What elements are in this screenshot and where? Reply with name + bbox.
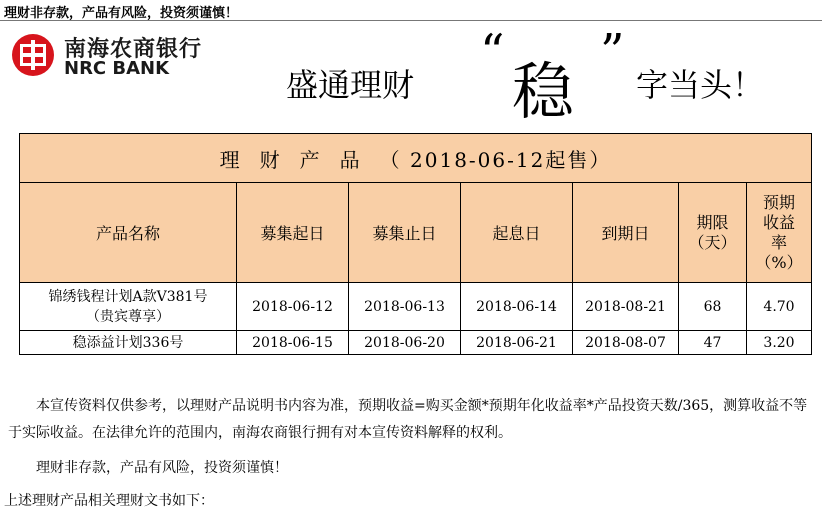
slogan-quote-open: “ xyxy=(480,24,505,80)
bank-logo xyxy=(10,30,250,82)
maturity-date: 2018-08-07 xyxy=(573,331,679,355)
value-date: 2018-06-14 xyxy=(461,283,573,331)
col-header-yield xyxy=(747,183,812,283)
disclaimer-paragraph: 本宣传资料仅供参考，以理财产品说明书内容为准，预期收益=购买金额*预期年化收益率*产品投资天数/365，测算收益不等于实际收益。在法律允许的范围内，南海农商银行拥有对本宣传资料解释的权利。 xyxy=(8,398,808,441)
bank-logo-icon xyxy=(10,32,56,78)
bank-name-en: NRC BANK xyxy=(64,58,170,79)
table-row xyxy=(20,331,812,355)
product-name-note: （贵宾尊享） xyxy=(86,308,170,325)
col-header-maturity: 到期日 xyxy=(573,183,679,283)
product-name-cell xyxy=(20,283,237,331)
product-name: 锦绣钱程计划A款V381号 xyxy=(48,288,208,305)
bank-name-cn: 南海农商银行 xyxy=(64,37,203,62)
top-risk-warning: 理财非存款，产品有风险，投资须谨慎！ xyxy=(4,6,239,21)
slogan-prefix: 盛通理财 xyxy=(286,66,415,104)
table-title xyxy=(20,134,812,183)
slogan-quote-close: ” xyxy=(600,24,625,80)
table-title-date: （ 2018-06-12起售） xyxy=(379,147,612,172)
documents-intro: 上述理财产品相关理财文书如下： xyxy=(4,493,214,509)
col-header-term-line: 期限 xyxy=(696,212,729,232)
risk-warning-bottom: 理财非存款，产品有风险，投资须谨慎！ xyxy=(36,460,288,476)
product-table xyxy=(19,133,812,355)
col-header-yield-line: 率 xyxy=(771,232,788,252)
col-header-yield-line: 预期 xyxy=(763,192,796,212)
col-header-term xyxy=(679,183,747,283)
table-row xyxy=(20,283,812,331)
table-title-label: 理财产品 xyxy=(219,147,380,172)
col-header-yield-line: 收益 xyxy=(763,212,796,232)
col-header-start: 募集起日 xyxy=(237,183,349,283)
value-date: 2018-06-21 xyxy=(461,331,573,355)
raise-start-date: 2018-06-12 xyxy=(237,283,349,331)
col-header-yield-line: （%） xyxy=(755,252,803,272)
product-name: 稳添益计划336号 xyxy=(72,334,184,351)
product-name-cell xyxy=(20,331,237,355)
slogan xyxy=(250,24,810,128)
header-divider xyxy=(0,20,822,21)
slogan-suffix: 字当头！ xyxy=(636,66,765,104)
raise-end-date: 2018-06-20 xyxy=(349,331,461,355)
term-days: 68 xyxy=(679,283,747,331)
table-title-row xyxy=(20,134,812,183)
slogan-highlight: 稳 xyxy=(512,55,575,128)
expected-yield: 4.70 xyxy=(747,283,812,331)
col-header-end: 募集止日 xyxy=(349,183,461,283)
col-header-value-date: 起息日 xyxy=(461,183,573,283)
col-header-name: 产品名称 xyxy=(20,183,237,283)
raise-start-date: 2018-06-15 xyxy=(237,331,349,355)
raise-end-date: 2018-06-13 xyxy=(349,283,461,331)
table-header-row xyxy=(20,183,812,283)
expected-yield: 3.20 xyxy=(747,331,812,355)
col-header-term-line: （天） xyxy=(688,232,737,252)
term-days: 47 xyxy=(679,331,747,355)
maturity-date: 2018-08-21 xyxy=(573,283,679,331)
